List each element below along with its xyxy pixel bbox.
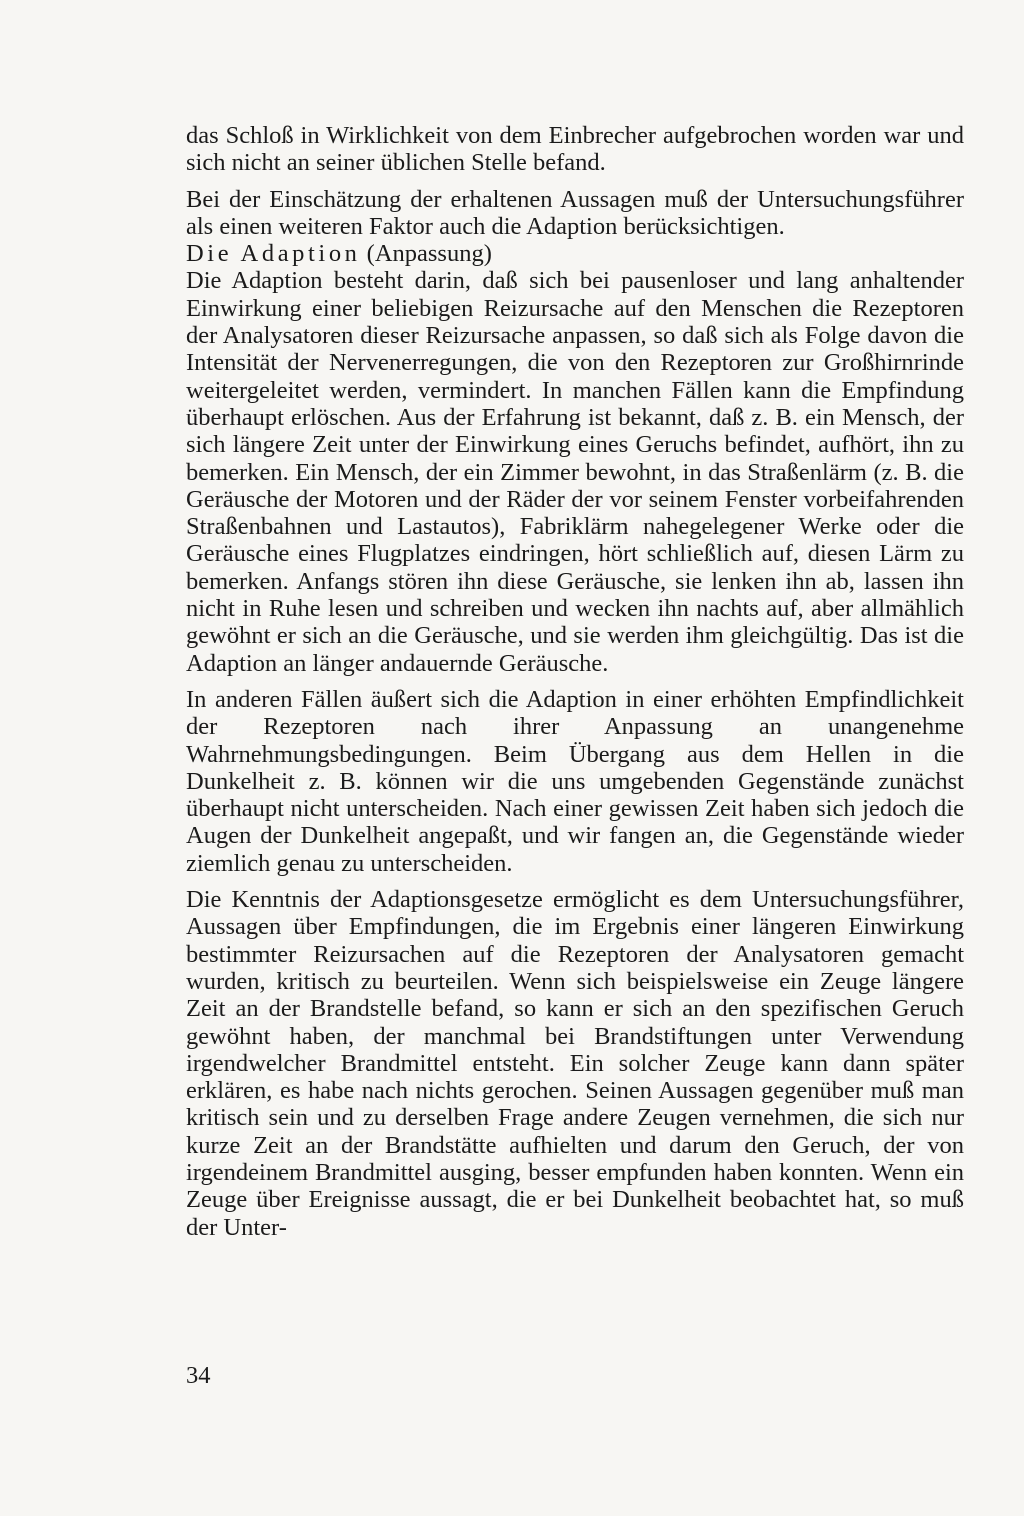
heading-spaced-text: Die Adaption [186,240,361,268]
paragraph-continuation: das Schloß in Wirklichkeit von dem Einbrecher aufgebrochen worden war und sich nicht an seiner üblichen Stelle befand. [186,122,964,177]
paragraph-adaption-laws: Die Kenntnis der Adaptionsgesetze ermöglicht es dem Untersuchungsführer, Aussagen über Empfindungen, die im Ergebnis einer längeren Einwirkung bestimmter Reizursachen auf die Rezeptoren der Analysatoren gemacht wurden, kritisch zu beurteilen. Wenn sich beispielsweise ein Zeuge längere Zeit an der Brandstelle befand, so kann er sich an den spezifischen Geruch gewöhnt haben, der manchmal bei Brandstiftungen unter Verwendung irgendwelcher Brandmittel entsteht. Ein solcher Zeuge kann dann später erklären, es habe nach nichts gerochen. Seinen Aussagen gegenüber muß man kritisch sein und zu derselben Frage andere Zeugen vernehmen, die sich nur kurze Zeit an der Brandstätte aufhielten und darum den Geruch, der von irgendeinem Brandmittel ausging, besser empfunden haben konnten. Wenn ein Zeuge über Ereignisse aussagt, die er bei Dunkelheit beobachtet hat, so muß der Unter- [186,886,964,1241]
heading-parenthetical: (Anpassung) [360,240,492,268]
paragraph-adaption-intro: Bei der Einschätzung der erhaltenen Aussagen muß der Untersuchungsführer als einen weiteren Faktor auch die Adaption berücksichtigen. [186,185,964,240]
paragraph-adaption-sensitivity: In anderen Fällen äußert sich die Adaption in einer erhöhten Empfindlichkeit der Rezeptoren nach ihrer Anpassung an unangenehme Wahrnehmungsbedingungen. Beim Übergang aus dem Hellen in die Dunkelheit z. B. können wir die uns umgebenden Gegenstände zunächst überhaupt nicht unterscheiden. Nach einer gewissen Zeit haben sich jedoch die Augen der Dunkelheit angepaßt, und wir fangen an, die Gegenstände wieder ziemlich genau zu unterscheiden. [186,685,964,877]
paragraph-adaption-definition: Die Adaption besteht darin, daß sich bei pausenloser und lang anhaltender Einwirkung einer beliebigen Reizursache auf den Menschen die Rezeptoren der Analysatoren dieser Reizursache anpassen, so daß sich als Folge davon die Intensität der Nervenerregungen, die von den Rezeptoren zur Großhirnrinde weitergeleitet werden, vermindert. In manchen Fällen kann die Empfindung überhaupt erlöschen. Aus der Erfahrung ist bekannt, daß z. B. ein Mensch, der sich längere Zeit unter der Einwirkung eines Geruchs befindet, aufhört, ihn zu bemerken. Ein Mensch, der ein Zimmer bewohnt, in das Straßenlärm (z. B. die Geräusche der Motoren und der Räder der vor seinem Fenster vorbeifahrenden Straßenbahnen und Lastautos), Fabriklärm nahegelegener Werke oder die Geräusche eines Flugplatzes eindringen, hört schließlich auf, diesen Lärm zu bemerken. Anfangs stören ihn diese Geräusche, sie lenken ihn ab, lassen ihn nicht in Ruhe lesen und schreiben und wecken ihn nachts auf, aber allmählich gewöhnt er sich an die Geräusche, und sie werden ihm gleichgültig. Das ist die Adaption an länger andauernde Geräusche. [186,267,964,677]
section-heading [186,240,964,267]
page-number: 34 [186,1362,211,1389]
body-text [186,122,964,1250]
